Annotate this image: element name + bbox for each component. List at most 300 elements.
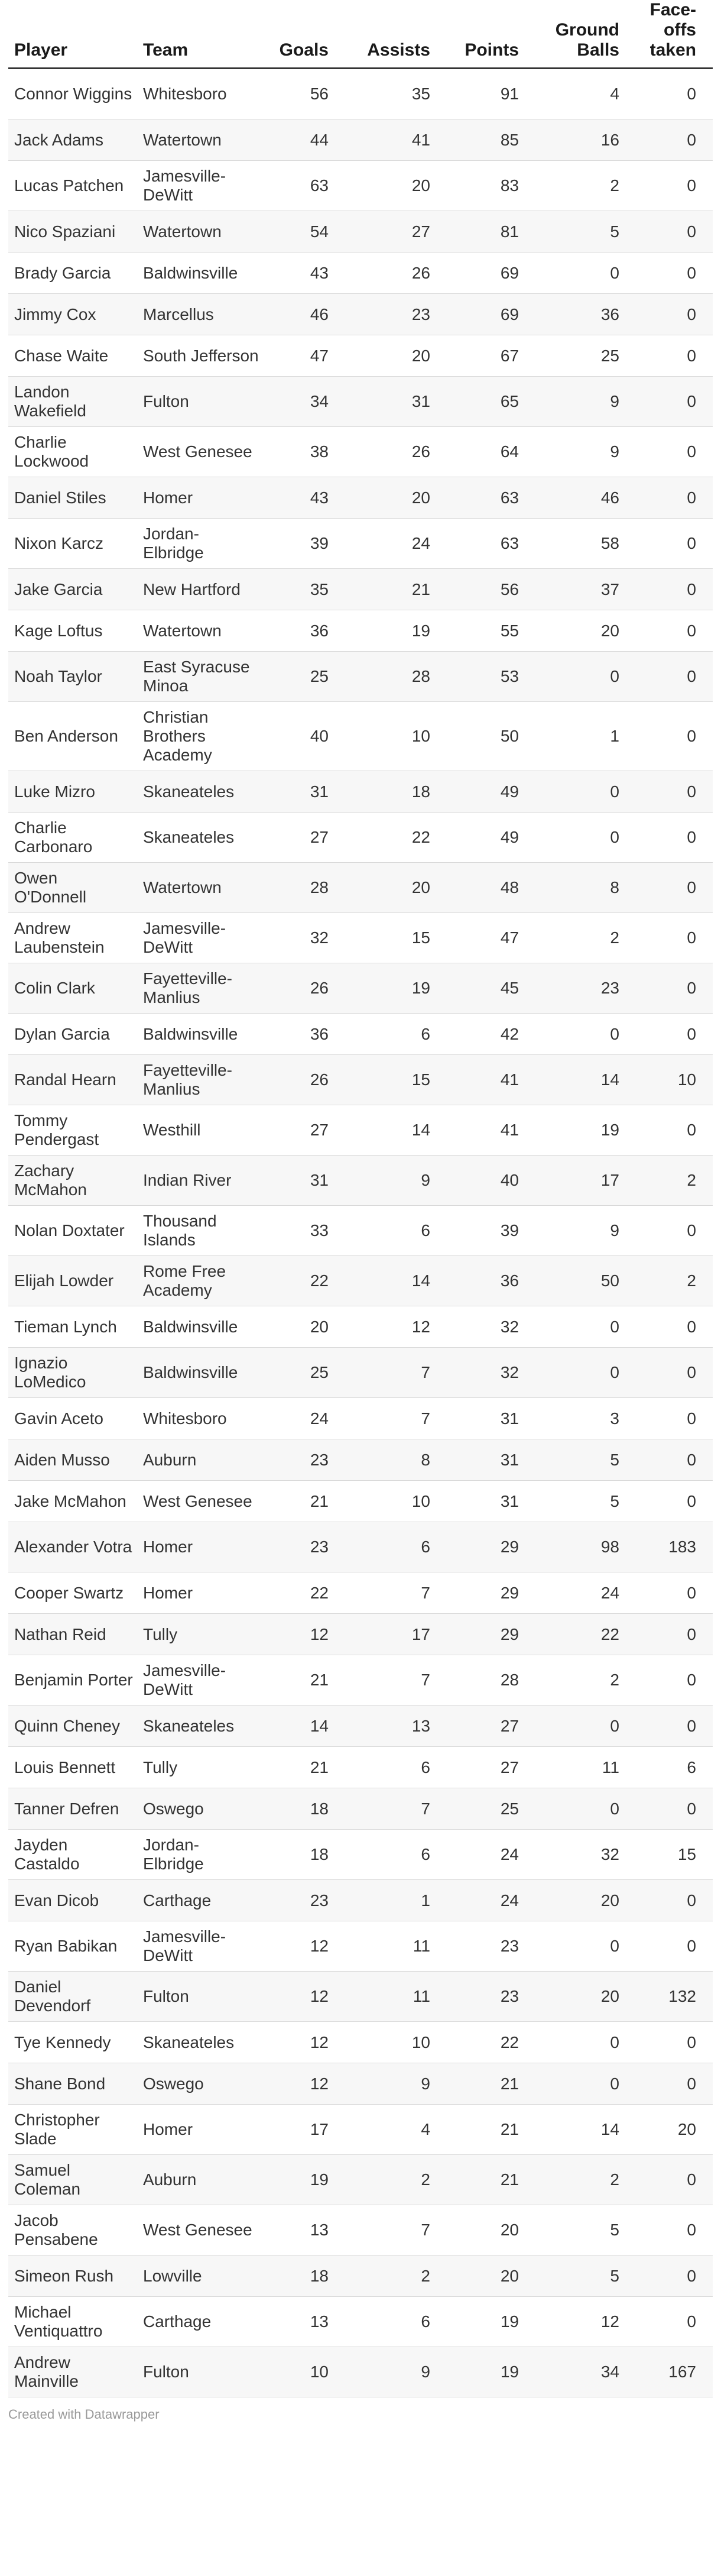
- player-cell: Jake McMahon: [8, 1481, 137, 1522]
- points-cell: 64: [447, 427, 535, 477]
- ground-balls-cell: 0: [535, 813, 636, 863]
- goals-cell: 13: [262, 2205, 345, 2255]
- team-cell: Watertown: [137, 119, 262, 161]
- ground-balls-cell: 0: [535, 1788, 636, 1830]
- ground-balls-cell: 4: [535, 69, 636, 119]
- team-cell: West Genesee: [137, 427, 262, 477]
- assists-cell: 7: [345, 1655, 447, 1706]
- faceoffs-cell: 2: [636, 1256, 713, 1306]
- faceoffs-cell: 0: [636, 2155, 713, 2205]
- assists-cell: 6: [345, 1014, 447, 1055]
- player-cell: Charlie Lockwood: [8, 427, 137, 477]
- team-cell: Indian River: [137, 1156, 262, 1206]
- points-cell: 39: [447, 1206, 535, 1256]
- table-row: [8, 702, 713, 771]
- points-cell: 19: [447, 2297, 535, 2347]
- team-cell: Fayetteville-Manlius: [137, 963, 262, 1014]
- goals-cell: 23: [262, 1880, 345, 1921]
- player-cell: Zachary McMahon: [8, 1156, 137, 1206]
- table-row: [8, 477, 713, 519]
- points-cell: 21: [447, 2155, 535, 2205]
- table-row: [8, 1055, 713, 1105]
- points-cell: 25: [447, 1788, 535, 1830]
- header-player: Player: [8, 0, 137, 69]
- table-row: [8, 1572, 713, 1614]
- faceoffs-cell: 0: [636, 519, 713, 569]
- assists-cell: 20: [345, 477, 447, 519]
- goals-cell: 20: [262, 1306, 345, 1348]
- player-cell: Luke Mizro: [8, 771, 137, 813]
- goals-cell: 19: [262, 2155, 345, 2205]
- faceoffs-cell: 0: [636, 119, 713, 161]
- faceoffs-cell: 0: [636, 652, 713, 702]
- assists-cell: 22: [345, 813, 447, 863]
- assists-cell: 11: [345, 1921, 447, 1972]
- ground-balls-cell: 8: [535, 863, 636, 913]
- points-cell: 24: [447, 1830, 535, 1880]
- team-cell: South Jefferson: [137, 335, 262, 377]
- goals-cell: 27: [262, 813, 345, 863]
- goals-cell: 26: [262, 1055, 345, 1105]
- goals-cell: 17: [262, 2105, 345, 2155]
- team-cell: Whitesboro: [137, 69, 262, 119]
- table-row: [8, 1614, 713, 1655]
- goals-cell: 12: [262, 2022, 345, 2063]
- ground-balls-cell: 1: [535, 702, 636, 771]
- faceoffs-cell: 0: [636, 1921, 713, 1972]
- table-row: [8, 1706, 713, 1747]
- ground-balls-cell: 37: [535, 569, 636, 610]
- goals-cell: 21: [262, 1655, 345, 1706]
- table-row: [8, 771, 713, 813]
- ground-balls-cell: 14: [535, 1055, 636, 1105]
- ground-balls-cell: 0: [535, 2063, 636, 2105]
- team-cell: Fayetteville-Manlius: [137, 1055, 262, 1105]
- ground-balls-cell: 2: [535, 161, 636, 211]
- goals-cell: 54: [262, 211, 345, 253]
- table-row: [8, 610, 713, 652]
- assists-cell: 7: [345, 2205, 447, 2255]
- table-row: [8, 569, 713, 610]
- points-cell: 49: [447, 813, 535, 863]
- player-cell: Daniel Stiles: [8, 477, 137, 519]
- goals-cell: 38: [262, 427, 345, 477]
- player-cell: Ignazio LoMedico: [8, 1348, 137, 1398]
- faceoffs-cell: 0: [636, 1614, 713, 1655]
- team-cell: Tully: [137, 1614, 262, 1655]
- goals-cell: 40: [262, 702, 345, 771]
- points-cell: 27: [447, 1747, 535, 1788]
- goals-cell: 12: [262, 1614, 345, 1655]
- ground-balls-cell: 5: [535, 1439, 636, 1481]
- assists-cell: 7: [345, 1788, 447, 1830]
- assists-cell: 9: [345, 2063, 447, 2105]
- team-cell: Skaneateles: [137, 771, 262, 813]
- assists-cell: 19: [345, 610, 447, 652]
- player-cell: Gavin Aceto: [8, 1398, 137, 1439]
- ground-balls-cell: 34: [535, 2347, 636, 2397]
- faceoffs-cell: 20: [636, 2105, 713, 2155]
- assists-cell: 15: [345, 1055, 447, 1105]
- assists-cell: 18: [345, 771, 447, 813]
- goals-cell: 34: [262, 377, 345, 427]
- team-cell: Baldwinsville: [137, 1348, 262, 1398]
- points-cell: 65: [447, 377, 535, 427]
- assists-cell: 26: [345, 253, 447, 294]
- team-cell: Jamesville-DeWitt: [137, 1655, 262, 1706]
- faceoffs-cell: 2: [636, 1156, 713, 1206]
- points-cell: 29: [447, 1614, 535, 1655]
- header-team: Team: [137, 0, 262, 69]
- assists-cell: 14: [345, 1256, 447, 1306]
- ground-balls-cell: 20: [535, 1972, 636, 2022]
- player-cell: Ben Anderson: [8, 702, 137, 771]
- goals-cell: 24: [262, 1398, 345, 1439]
- assists-cell: 6: [345, 1830, 447, 1880]
- assists-cell: 12: [345, 1306, 447, 1348]
- team-cell: Jamesville-DeWitt: [137, 161, 262, 211]
- ground-balls-cell: 0: [535, 253, 636, 294]
- faceoffs-cell: 0: [636, 2063, 713, 2105]
- assists-cell: 7: [345, 1398, 447, 1439]
- ground-balls-cell: 5: [535, 2255, 636, 2297]
- table-header: [8, 0, 713, 69]
- player-cell: Michael Ventiquattro: [8, 2297, 137, 2347]
- points-cell: 91: [447, 69, 535, 119]
- player-cell: Colin Clark: [8, 963, 137, 1014]
- goals-cell: 43: [262, 477, 345, 519]
- ground-balls-cell: 16: [535, 119, 636, 161]
- table-row: [8, 1256, 713, 1306]
- table-row: [8, 1306, 713, 1348]
- table-body: [8, 69, 713, 2397]
- assists-cell: 28: [345, 652, 447, 702]
- assists-cell: 20: [345, 863, 447, 913]
- player-cell: Daniel Devendorf: [8, 1972, 137, 2022]
- header-goals: Goals: [262, 0, 345, 69]
- team-cell: Homer: [137, 477, 262, 519]
- goals-cell: 12: [262, 1921, 345, 1972]
- ground-balls-cell: 32: [535, 1830, 636, 1880]
- faceoffs-cell: 0: [636, 610, 713, 652]
- faceoffs-cell: 0: [636, 1706, 713, 1747]
- faceoffs-cell: 0: [636, 335, 713, 377]
- points-cell: 19: [447, 2347, 535, 2397]
- team-cell: Watertown: [137, 211, 262, 253]
- team-cell: Fulton: [137, 2347, 262, 2397]
- goals-cell: 43: [262, 253, 345, 294]
- assists-cell: 35: [345, 69, 447, 119]
- player-cell: Charlie Carbonaro: [8, 813, 137, 863]
- player-cell: Jake Garcia: [8, 569, 137, 610]
- player-cell: Elijah Lowder: [8, 1256, 137, 1306]
- goals-cell: 36: [262, 1014, 345, 1055]
- table-row: [8, 69, 713, 119]
- assists-cell: 9: [345, 2347, 447, 2397]
- team-cell: West Genesee: [137, 1481, 262, 1522]
- player-cell: Tommy Pendergast: [8, 1105, 137, 1156]
- assists-cell: 13: [345, 1706, 447, 1747]
- player-cell: Shane Bond: [8, 2063, 137, 2105]
- ground-balls-cell: 50: [535, 1256, 636, 1306]
- assists-cell: 6: [345, 1747, 447, 1788]
- points-cell: 21: [447, 2105, 535, 2155]
- ground-balls-cell: 46: [535, 477, 636, 519]
- player-cell: Jayden Castaldo: [8, 1830, 137, 1880]
- assists-cell: 2: [345, 2255, 447, 2297]
- points-cell: 20: [447, 2205, 535, 2255]
- player-cell: Nixon Karcz: [8, 519, 137, 569]
- table-row: [8, 519, 713, 569]
- team-cell: Auburn: [137, 2155, 262, 2205]
- table-row: [8, 119, 713, 161]
- ground-balls-cell: 58: [535, 519, 636, 569]
- faceoffs-cell: 0: [636, 813, 713, 863]
- faceoffs-cell: 0: [636, 1014, 713, 1055]
- assists-cell: 19: [345, 963, 447, 1014]
- player-cell: Connor Wiggins: [8, 69, 137, 119]
- ground-balls-cell: 20: [535, 610, 636, 652]
- goals-cell: 33: [262, 1206, 345, 1256]
- goals-cell: 27: [262, 1105, 345, 1156]
- player-cell: Tanner Defren: [8, 1788, 137, 1830]
- ground-balls-cell: 0: [535, 652, 636, 702]
- points-cell: 48: [447, 863, 535, 913]
- goals-cell: 26: [262, 963, 345, 1014]
- player-cell: Evan Dicob: [8, 1880, 137, 1921]
- ground-balls-cell: 0: [535, 1306, 636, 1348]
- player-cell: Jimmy Cox: [8, 294, 137, 335]
- player-cell: Ryan Babikan: [8, 1921, 137, 1972]
- faceoffs-cell: 0: [636, 294, 713, 335]
- goals-cell: 47: [262, 335, 345, 377]
- table-row: [8, 1921, 713, 1972]
- goals-cell: 56: [262, 69, 345, 119]
- assists-cell: 4: [345, 2105, 447, 2155]
- table-row: [8, 1972, 713, 2022]
- faceoffs-cell: 0: [636, 1439, 713, 1481]
- assists-cell: 10: [345, 2022, 447, 2063]
- team-cell: Tully: [137, 1747, 262, 1788]
- player-cell: Tieman Lynch: [8, 1306, 137, 1348]
- table-row: [8, 1481, 713, 1522]
- team-cell: Homer: [137, 2105, 262, 2155]
- assists-cell: 8: [345, 1439, 447, 1481]
- assists-cell: 7: [345, 1348, 447, 1398]
- goals-cell: 39: [262, 519, 345, 569]
- stats-table: [8, 0, 713, 2397]
- player-cell: Randal Hearn: [8, 1055, 137, 1105]
- goals-cell: 21: [262, 1481, 345, 1522]
- points-cell: 63: [447, 477, 535, 519]
- table-row: [8, 1398, 713, 1439]
- team-cell: Skaneateles: [137, 2022, 262, 2063]
- points-cell: 31: [447, 1398, 535, 1439]
- ground-balls-cell: 14: [535, 2105, 636, 2155]
- table-row: [8, 1880, 713, 1921]
- points-cell: 41: [447, 1055, 535, 1105]
- ground-balls-cell: 5: [535, 2205, 636, 2255]
- points-cell: 23: [447, 1972, 535, 2022]
- team-cell: Homer: [137, 1522, 262, 1572]
- points-cell: 49: [447, 771, 535, 813]
- player-cell: Jack Adams: [8, 119, 137, 161]
- ground-balls-cell: 24: [535, 1572, 636, 1614]
- goals-cell: 13: [262, 2297, 345, 2347]
- goals-cell: 35: [262, 569, 345, 610]
- faceoffs-cell: 0: [636, 863, 713, 913]
- faceoffs-cell: 0: [636, 1105, 713, 1156]
- points-cell: 40: [447, 1156, 535, 1206]
- team-cell: Thousand Islands: [137, 1206, 262, 1256]
- header-ground-balls: Ground Balls: [535, 0, 636, 69]
- table-row: [8, 161, 713, 211]
- player-cell: Chase Waite: [8, 335, 137, 377]
- ground-balls-cell: 9: [535, 1206, 636, 1256]
- table-row: [8, 1348, 713, 1398]
- team-cell: Fulton: [137, 377, 262, 427]
- goals-cell: 31: [262, 771, 345, 813]
- faceoffs-cell: 0: [636, 211, 713, 253]
- goals-cell: 12: [262, 1972, 345, 2022]
- datawrapper-credit: Created with Datawrapper: [8, 2407, 160, 2422]
- faceoffs-cell: 0: [636, 963, 713, 1014]
- faceoffs-cell: 183: [636, 1522, 713, 1572]
- goals-cell: 21: [262, 1747, 345, 1788]
- goals-cell: 12: [262, 2063, 345, 2105]
- table-row: [8, 211, 713, 253]
- assists-cell: 17: [345, 1614, 447, 1655]
- table-row: [8, 2063, 713, 2105]
- player-cell: Simeon Rush: [8, 2255, 137, 2297]
- table-row: [8, 652, 713, 702]
- points-cell: 24: [447, 1880, 535, 1921]
- points-cell: 45: [447, 963, 535, 1014]
- points-cell: 31: [447, 1439, 535, 1481]
- ground-balls-cell: 5: [535, 1481, 636, 1522]
- player-cell: Quinn Cheney: [8, 1706, 137, 1747]
- team-cell: Skaneateles: [137, 813, 262, 863]
- assists-cell: 11: [345, 1972, 447, 2022]
- points-cell: 32: [447, 1306, 535, 1348]
- assists-cell: 6: [345, 2297, 447, 2347]
- points-cell: 22: [447, 2022, 535, 2063]
- faceoffs-cell: 0: [636, 702, 713, 771]
- team-cell: Baldwinsville: [137, 1014, 262, 1055]
- player-cell: Nolan Doxtater: [8, 1206, 137, 1256]
- player-cell: Jacob Pensabene: [8, 2205, 137, 2255]
- assists-cell: 26: [345, 427, 447, 477]
- faceoffs-cell: 15: [636, 1830, 713, 1880]
- header-points: Points: [447, 0, 535, 69]
- faceoffs-cell: 0: [636, 477, 713, 519]
- faceoffs-cell: 0: [636, 1206, 713, 1256]
- table-row: [8, 294, 713, 335]
- goals-cell: 22: [262, 1256, 345, 1306]
- team-cell: Baldwinsville: [137, 253, 262, 294]
- faceoffs-cell: 0: [636, 2297, 713, 2347]
- player-cell: Kage Loftus: [8, 610, 137, 652]
- assists-cell: 20: [345, 335, 447, 377]
- player-cell: Samuel Coleman: [8, 2155, 137, 2205]
- player-cell: Tye Kennedy: [8, 2022, 137, 2063]
- table-row: [8, 2255, 713, 2297]
- team-cell: Marcellus: [137, 294, 262, 335]
- goals-cell: 31: [262, 1156, 345, 1206]
- faceoffs-cell: 0: [636, 1788, 713, 1830]
- faceoffs-cell: 0: [636, 1880, 713, 1921]
- team-cell: West Genesee: [137, 2205, 262, 2255]
- ground-balls-cell: 20: [535, 1880, 636, 1921]
- assists-cell: 10: [345, 1481, 447, 1522]
- faceoffs-cell: 0: [636, 1348, 713, 1398]
- player-cell: Landon Wakefield: [8, 377, 137, 427]
- team-cell: Jordan-Elbridge: [137, 1830, 262, 1880]
- team-cell: Christian Brothers Academy: [137, 702, 262, 771]
- goals-cell: 32: [262, 913, 345, 963]
- faceoffs-cell: 6: [636, 1747, 713, 1788]
- header-faceoffs: Face-offs taken: [636, 0, 713, 69]
- points-cell: 29: [447, 1572, 535, 1614]
- table-row: [8, 335, 713, 377]
- points-cell: 27: [447, 1706, 535, 1747]
- table-row: [8, 427, 713, 477]
- assists-cell: 1: [345, 1880, 447, 1921]
- ground-balls-cell: 19: [535, 1105, 636, 1156]
- points-cell: 42: [447, 1014, 535, 1055]
- assists-cell: 14: [345, 1105, 447, 1156]
- points-cell: 55: [447, 610, 535, 652]
- ground-balls-cell: 25: [535, 335, 636, 377]
- player-cell: Christopher Slade: [8, 2105, 137, 2155]
- points-cell: 69: [447, 253, 535, 294]
- points-cell: 50: [447, 702, 535, 771]
- goals-cell: 10: [262, 2347, 345, 2397]
- ground-balls-cell: 0: [535, 771, 636, 813]
- goals-cell: 18: [262, 1788, 345, 1830]
- faceoffs-cell: 0: [636, 1306, 713, 1348]
- team-cell: East Syracuse Minoa: [137, 652, 262, 702]
- table-row: [8, 2205, 713, 2255]
- goals-cell: 22: [262, 1572, 345, 1614]
- points-cell: 36: [447, 1256, 535, 1306]
- ground-balls-cell: 12: [535, 2297, 636, 2347]
- points-cell: 85: [447, 119, 535, 161]
- player-cell: Brady Garcia: [8, 253, 137, 294]
- points-cell: 81: [447, 211, 535, 253]
- assists-cell: 2: [345, 2155, 447, 2205]
- points-cell: 56: [447, 569, 535, 610]
- team-cell: Jamesville-DeWitt: [137, 1921, 262, 1972]
- player-cell: Cooper Swartz: [8, 1572, 137, 1614]
- ground-balls-cell: 22: [535, 1614, 636, 1655]
- table-row: [8, 1655, 713, 1706]
- team-cell: Oswego: [137, 2063, 262, 2105]
- ground-balls-cell: 9: [535, 427, 636, 477]
- faceoffs-cell: 0: [636, 1572, 713, 1614]
- ground-balls-cell: 11: [535, 1747, 636, 1788]
- header-assists: Assists: [345, 0, 447, 69]
- assists-cell: 21: [345, 569, 447, 610]
- table-row: [8, 1830, 713, 1880]
- points-cell: 47: [447, 913, 535, 963]
- ground-balls-cell: 98: [535, 1522, 636, 1572]
- points-cell: 32: [447, 1348, 535, 1398]
- goals-cell: 23: [262, 1522, 345, 1572]
- team-cell: Carthage: [137, 2297, 262, 2347]
- team-cell: Watertown: [137, 610, 262, 652]
- points-cell: 63: [447, 519, 535, 569]
